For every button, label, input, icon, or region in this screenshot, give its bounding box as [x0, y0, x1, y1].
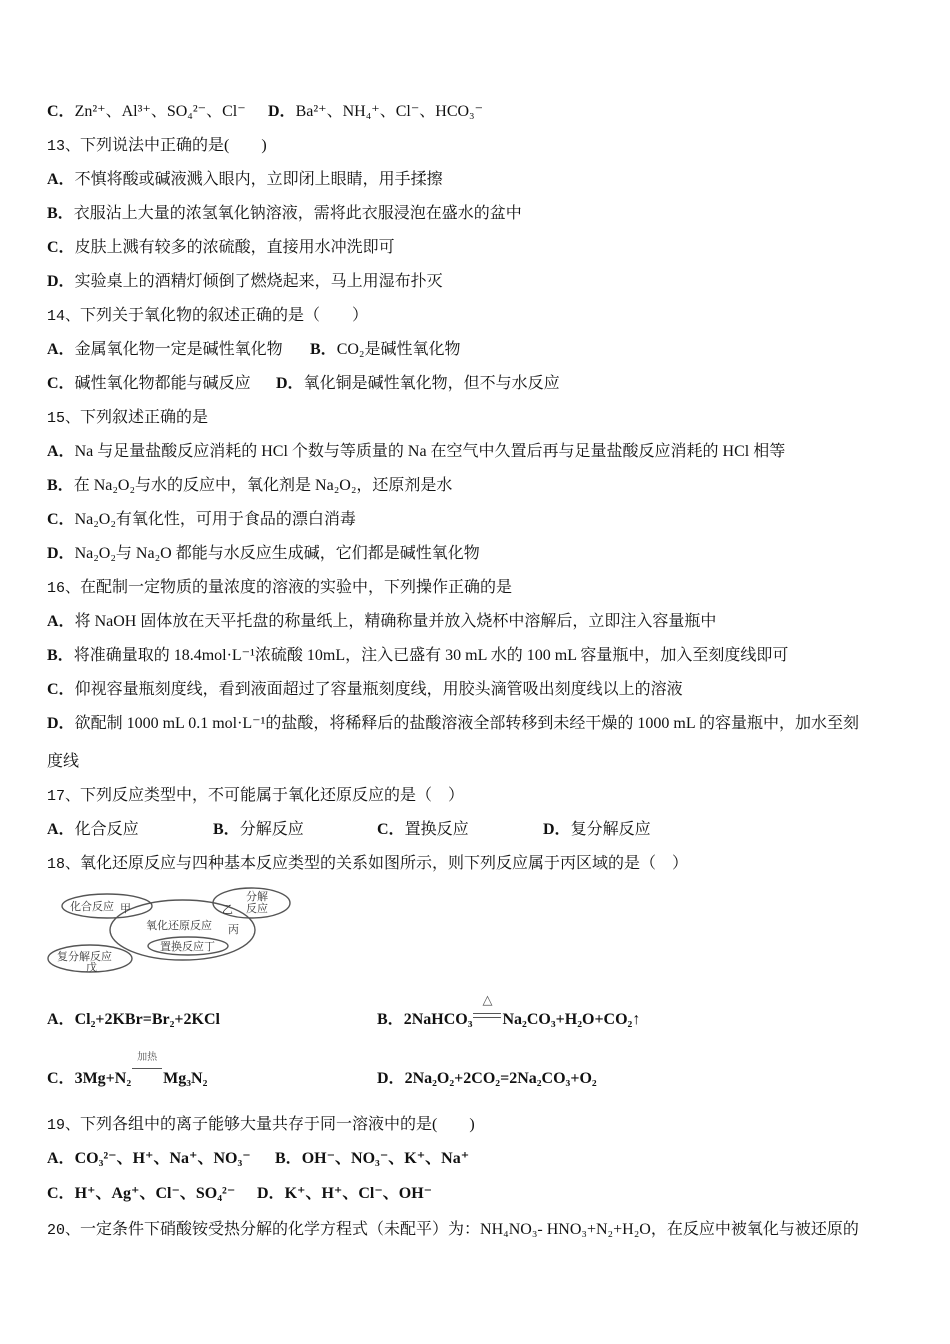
- option-text: 化合反应: [74, 821, 139, 838]
- option-label: C．: [47, 239, 75, 256]
- option-text: Cl₂+2KBr=Br₂+2KCl: [74, 1011, 220, 1028]
- option-label: C．: [47, 1070, 75, 1087]
- option-label: D．: [47, 715, 75, 732]
- double-equals-line: [473, 1013, 501, 1018]
- question-text: 下列说法中正确的是( ): [80, 137, 267, 154]
- question-text: 下列各组中的离子能够大量共存于同一溶液中的是( ): [80, 1116, 475, 1133]
- option-label: D．: [257, 1185, 285, 1202]
- equation-reactants: 3Mg+N₂: [74, 1070, 132, 1087]
- option-label: D．: [276, 375, 304, 392]
- option-label: B．: [213, 821, 240, 838]
- q18-options-row-ab: [0, 993, 950, 1037]
- option-text: 金属氧化物一定是碱性氧化物: [74, 341, 283, 358]
- question-number: 17、: [47, 788, 81, 805]
- option-text: CO₂是碱性氧化物: [336, 341, 461, 358]
- option-text: Na 与足量盐酸反应消耗的 HCl 个数与等质量的 Na 在空气中久置后再与足量盐酸反应消耗的 HCl 相等: [74, 443, 786, 460]
- question-number: 13、: [47, 138, 81, 155]
- q17-option-b: [213, 813, 304, 847]
- q17-option-a: [47, 813, 139, 847]
- reaction-arrow-line: [132, 1068, 162, 1069]
- question-number: 15、: [47, 410, 81, 427]
- option-text: 实验桌上的酒精灯倾倒了燃烧起来，马上用湿布扑灭: [74, 273, 443, 290]
- q18-stem: [47, 847, 688, 881]
- q19-options-row-ab: [0, 1142, 950, 1176]
- region-jia-label: 甲: [120, 903, 131, 915]
- region-yi-label: 乙: [222, 904, 233, 916]
- q16-option-d-continuation: 度线: [47, 753, 80, 770]
- option-label: D．: [543, 821, 571, 838]
- option-text: 不慎将酸或碱液溅入眼内，立即闭上眼睛，用手揉擦: [74, 171, 443, 188]
- q15-option-c: [47, 503, 356, 537]
- equation-products: Mg₃N₂: [163, 1070, 208, 1087]
- q14-options-row-ab: [0, 333, 950, 367]
- combination-label: 化合反应: [70, 901, 114, 913]
- q15-stem: [47, 401, 208, 435]
- q19-options-row-cd: [0, 1177, 950, 1211]
- option-text: 将 NaOH 固体放在天平托盘的称量纸上，精确称量并放入烧杯中溶解后，立即注入容量瓶中: [74, 613, 717, 630]
- q19-option-a: [47, 1142, 251, 1176]
- option-label: B．: [275, 1150, 302, 1167]
- option-label: A．: [47, 443, 75, 460]
- option-text: 仰视容量瓶刻度线，看到液面超过了容量瓶刻度线，用胶头滴管吸出刻度线以上的溶液: [74, 681, 683, 698]
- q16-option-c: [47, 673, 683, 707]
- decomposition-label-line2: 反应: [246, 903, 268, 915]
- option-text: 2Na₂O₂+2CO₂=2Na₂CO₃+O₂: [404, 1070, 597, 1087]
- q18-options-row-cd: [0, 1052, 950, 1096]
- q13-option-a: [47, 163, 443, 197]
- option-label: B．: [47, 205, 74, 222]
- q19-option-d: [257, 1177, 432, 1211]
- q17-option-c: [377, 813, 469, 847]
- q14-option-a: [47, 333, 283, 367]
- option-text: Na₂O₂与 Na₂O 都能与水反应生成碱，它们都是碱性氧化物: [74, 545, 480, 562]
- option-label: A．: [47, 171, 75, 188]
- region-wu-label: 戊: [86, 962, 97, 974]
- q12-option-d: [268, 95, 483, 129]
- option-label: D．: [47, 273, 75, 290]
- q13-option-b: [47, 197, 522, 231]
- option-label: A．: [47, 1150, 75, 1167]
- heat-triangle-icon: △: [482, 993, 493, 1008]
- q17-option-d: [543, 813, 651, 847]
- option-text: 欲配制 1000 mL 0.1 mol·L⁻¹的盐酸，将稀释后的盐酸溶液全部转移到未经干燥的 1000 mL 的容量瓶中，加水至刻: [74, 715, 860, 732]
- option-label: C．: [47, 1185, 75, 1202]
- option-text: OH⁻、NO₃⁻、K⁺、Na⁺: [301, 1150, 470, 1167]
- q12-option-c: [47, 95, 246, 129]
- option-label: A．: [47, 821, 75, 838]
- reaction-type-venn-diagram: [40, 880, 300, 980]
- q14-option-b: [310, 333, 461, 367]
- redox-label: 氧化还原反应: [146, 920, 212, 932]
- question-number: 14、: [47, 308, 81, 325]
- option-text: 复分解反应: [570, 821, 651, 838]
- q20-stem: [47, 1213, 859, 1247]
- option-label: C．: [47, 375, 75, 392]
- question-text: 氧化还原反应与四种基本反应类型的关系如图所示，则下列反应属于丙区域的是（ ）: [80, 855, 689, 872]
- q18-option-c: [47, 1052, 208, 1096]
- option-label: C．: [47, 681, 75, 698]
- option-label: D．: [47, 545, 75, 562]
- q14-stem: [47, 299, 368, 333]
- reaction-condition: [472, 993, 502, 1037]
- q15-option-a: [47, 435, 785, 469]
- option-text: 皮肤上溅有较多的浓硫酸，直接用水冲洗即可: [74, 239, 395, 256]
- q18-option-d: [377, 1062, 597, 1096]
- heating-condition-text: 加热: [137, 1052, 158, 1063]
- option-text: 在 Na₂O₂与水的反应中，氧化剂是 Na₂O₂，还原剂是水: [73, 477, 453, 494]
- option-text: 分解反应: [239, 821, 304, 838]
- q17-options-row: [0, 813, 950, 847]
- question-text: 在配制一定物质的量浓度的溶液的实验中，下列操作正确的是: [80, 579, 513, 596]
- option-label: B．: [47, 647, 74, 664]
- question-number: 20、: [47, 1222, 81, 1239]
- q13-option-c: [47, 231, 395, 265]
- option-text: Ba²⁺、NH₄⁺、Cl⁻、HCO₃⁻: [295, 103, 484, 120]
- q14-option-c: [47, 367, 251, 401]
- option-text: K⁺、H⁺、Cl⁻、OH⁻: [284, 1185, 433, 1202]
- option-text: 衣服沾上大量的浓氢氧化钠溶液，需将此衣服浸泡在盛水的盆中: [73, 205, 522, 222]
- q16-option-a: [47, 605, 716, 639]
- option-label: A．: [47, 1011, 75, 1028]
- q16-stem: [47, 571, 512, 605]
- option-text: CO₃²⁻、H⁺、Na⁺、NO₃⁻: [74, 1150, 251, 1167]
- q17-stem: [47, 779, 464, 813]
- option-label: C．: [47, 511, 75, 528]
- option-text: 氧化铜是碱性氧化物，但不与水反应: [303, 375, 560, 392]
- option-label: C．: [377, 821, 405, 838]
- decomposition-label-line1: 分解: [246, 891, 268, 903]
- equation-reactants: 2NaHCO₃: [403, 1011, 473, 1028]
- option-label: B．: [47, 477, 74, 494]
- option-text: Na₂O₂有氧化性，可用于食品的漂白消毒: [74, 511, 356, 528]
- q13-option-d: [47, 265, 443, 299]
- q18-option-b: [377, 993, 641, 1037]
- option-label: A．: [47, 341, 75, 358]
- q19-option-c: [47, 1177, 235, 1211]
- q15-option-d: [47, 537, 480, 571]
- q19-stem: [47, 1108, 475, 1142]
- q14-option-d: [276, 367, 560, 401]
- question-text: 下列关于氧化物的叙述正确的是（ ）: [80, 307, 369, 324]
- question-text: 一定条件下硝酸铵受热分解的化学方程式（未配平）为：NH₄NO₃- HNO₃+N₂+H₂O，在反应中被氧化与被还原的: [80, 1221, 859, 1238]
- q18-option-a: [47, 1003, 220, 1037]
- option-label: B．: [377, 1011, 404, 1028]
- q14-options-row-cd: [0, 367, 950, 401]
- question-text: 下列反应类型中，不可能属于氧化还原反应的是（ ）: [80, 787, 465, 804]
- q16-option-d: [47, 707, 859, 741]
- q13-stem: [47, 129, 267, 163]
- option-text: H⁺、Ag⁺、Cl⁻、SO₄²⁻: [74, 1185, 236, 1202]
- reaction-condition: [131, 1052, 163, 1096]
- question-number: 18、: [47, 856, 81, 873]
- q12-options-row: [0, 95, 950, 129]
- q15-option-b: [47, 469, 452, 503]
- option-label: A．: [47, 613, 75, 630]
- option-text: 碱性氧化物都能与碱反应: [74, 375, 251, 392]
- option-label: D．: [268, 103, 296, 120]
- q16-option-b: [47, 639, 788, 673]
- option-text: Zn²⁺、Al³⁺、SO₄²⁻、Cl⁻: [74, 103, 246, 120]
- double-decomposition-label: 复分解反应: [57, 951, 112, 963]
- option-text: 将准确量取的 18.4mol·L⁻¹浓硫酸 10mL，注入已盛有 30 mL 水的 100 mL 容量瓶中，加入至刻度线即可: [73, 647, 789, 664]
- q19-option-b: [275, 1142, 469, 1176]
- question-number: 16、: [47, 580, 81, 597]
- region-bing-label: 丙: [228, 924, 239, 936]
- question-number: 19、: [47, 1117, 81, 1134]
- option-label: D．: [377, 1070, 405, 1087]
- option-label: C．: [47, 103, 75, 120]
- option-text: 置换反应: [404, 821, 469, 838]
- question-text: 下列叙述正确的是: [80, 409, 209, 426]
- equation-products: Na₂CO₃+H₂O+CO₂↑: [502, 1011, 641, 1028]
- displacement-label: 置换反应丁: [160, 941, 215, 953]
- option-label: B．: [310, 341, 337, 358]
